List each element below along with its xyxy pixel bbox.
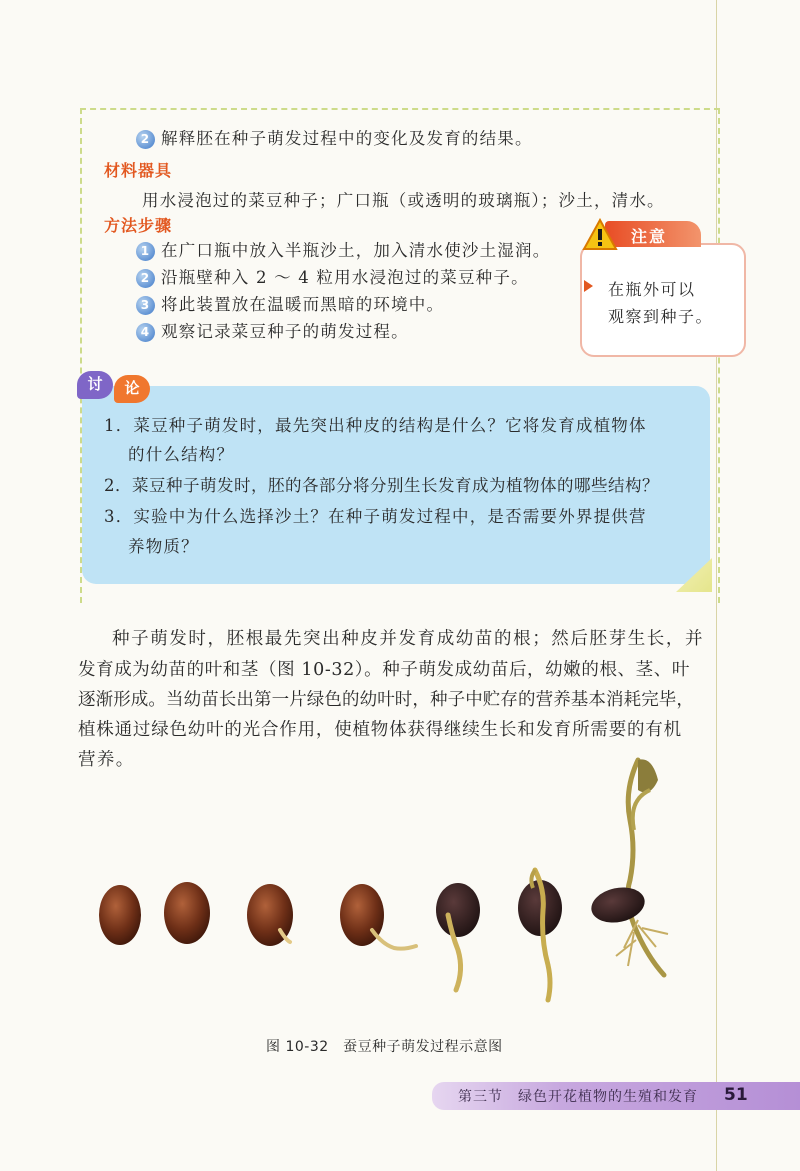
discussion-line-4: 3．实验中为什么选择沙土？在种子萌发过程中，是否需要外界提供营	[104, 507, 647, 526]
germination-figure	[90, 750, 720, 1030]
note-box	[580, 243, 746, 357]
task-text: 解释胚在种子萌发过程中的变化及发育的结果。	[161, 129, 533, 148]
step-number-badge: 2	[136, 269, 155, 288]
discussion-line-5: 养物质？	[128, 537, 199, 556]
seed-stage-3	[247, 884, 293, 946]
note-line-1: 在瓶外可以	[608, 280, 696, 299]
warning-icon	[582, 218, 618, 252]
body-line-3: 逐渐形成。当幼苗长出第一片绿色的幼叶时，种子中贮存的营养基本消耗完毕，	[78, 690, 694, 710]
body-line-4: 植株通过绿色幼叶的光合作用，使植物体获得继续生长和发育所需要的有机	[78, 720, 682, 740]
seed-stage-2	[164, 882, 210, 944]
seed-stage-1	[99, 885, 141, 945]
step-number-badge: 2	[136, 130, 155, 149]
step-text: 观察记录菜豆种子的萌发过程。	[161, 322, 409, 341]
note-arrow-icon	[584, 280, 593, 292]
step-text: 在广口瓶中放入半瓶沙土，加入清水使沙土湿润。	[161, 241, 551, 260]
materials-text: 用水浸泡过的菜豆种子；广口瓶（或透明的玻璃瓶）；沙土，清水。	[142, 191, 665, 210]
method-step-2	[136, 264, 529, 288]
body-line-2: 发育成为幼苗的叶和茎（图 10-32）。种子萌发成幼苗后，幼嫩的根、茎、叶	[78, 660, 690, 680]
seed-stage-4	[340, 884, 416, 949]
discussion-line-2: 的什么结构？	[128, 445, 235, 464]
step-text: 沿瓶壁种入 2 ～ 4 粒用水浸泡过的菜豆种子。	[161, 268, 529, 287]
seed-stage-6	[518, 870, 562, 1000]
body-line-5: 营养。	[78, 750, 135, 770]
step-number-badge: 4	[136, 323, 155, 342]
seed-stage-7	[588, 759, 668, 975]
task-line-2	[136, 125, 533, 149]
page-number: 51	[724, 1085, 748, 1105]
note-title: 注意	[631, 227, 668, 246]
step-number-badge: 3	[136, 296, 155, 315]
seed-stage-5	[436, 883, 480, 990]
discussion-line-1: 1．菜豆种子萌发时，最先突出种皮的结构是什么？它将发育成植物体	[104, 416, 647, 435]
materials-heading: 材料器具	[104, 161, 173, 180]
body-line-1: 种子萌发时，胚根最先突出种皮并发育成幼苗的根；然后胚芽生长，并	[112, 629, 705, 649]
method-step-1	[136, 237, 550, 261]
step-text: 将此装置放在温暖而黑暗的环境中。	[161, 295, 445, 314]
discussion-tag-2: 论	[114, 375, 150, 403]
step-number-badge: 1	[136, 242, 155, 261]
discussion-tag-1: 讨	[77, 371, 113, 399]
discussion-line-3: 2．菜豆种子萌发时，胚的各部分将分别生长发育成为植物体的哪些结构？	[104, 476, 659, 495]
figure-caption: 图 10-32 蚕豆种子萌发过程示意图	[266, 1039, 503, 1055]
method-heading: 方法步骤	[104, 216, 173, 235]
note-title-tab	[605, 221, 701, 247]
footer-section-title: 第三节 绿色开花植物的生殖和发育	[458, 1089, 698, 1105]
method-step-4	[136, 318, 409, 342]
note-line-2: 观察到种子。	[608, 307, 714, 326]
method-step-3	[136, 291, 444, 315]
